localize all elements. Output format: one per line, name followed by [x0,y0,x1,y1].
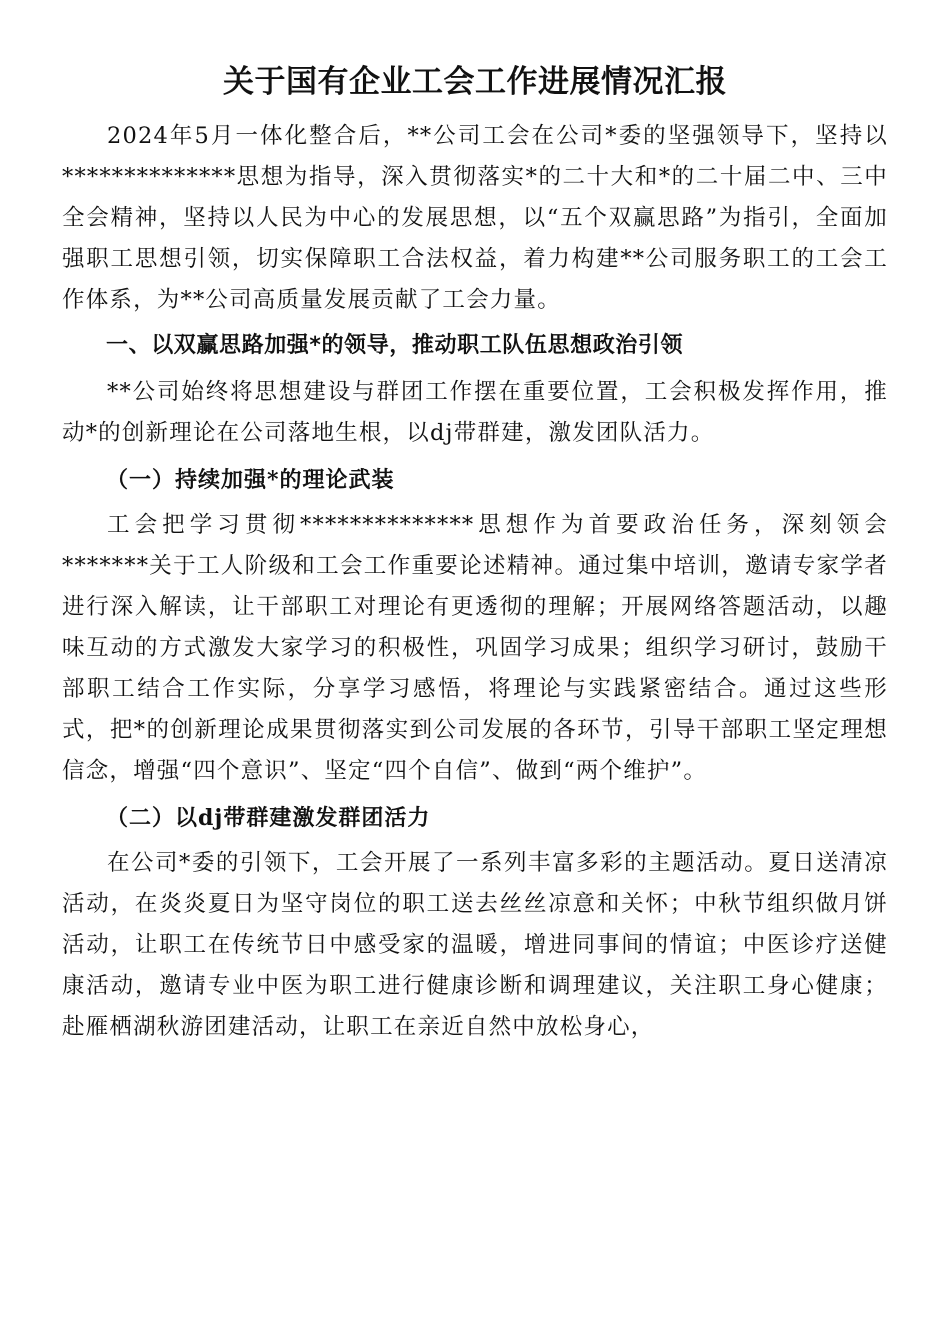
section-1-heading: 一、以双赢思路加强*的领导，推动职工队伍思想政治引领 [106,333,684,358]
intro-paragraph: 2024年5月一体化整合后，**公司工会在公司*委的坚强领导下，坚持以**************思想为指导，深入贯彻落实*的二十大和*的二十届二中、三中全会精神，坚持以人民为中心的发展思想，以“五个双赢思路”为指引，全面加强职工思想引领，切实保障职工合法权益，着力构建**公司服务职工的工会工作体系，为**公司高质量发展贡献了工会力量。 [62,123,888,313]
subsection-1-heading: （一）持续加强*的理论武装 [106,467,395,493]
subsection-2-heading: （二）以dj带群建激发群团活力 [106,805,431,831]
document-title: 关于国有企业工会工作进展情况汇报 [223,64,727,100]
subsection-2-paragraph: 在公司*委的引领下，工会开展了一系列丰富多彩的主题活动。夏日送清凉活动，在炎炎夏日为坚守岗位的职工送去丝丝凉意和关怀；中秋节组织做月饼活动，让职工在传统节日中感受家的温暖，增进同事间的情谊；中医诊疗送健康活动，邀请专业中医为职工进行健康诊断和调理建议，关注职工身心健康；赴雁栖湖秋游团建活动，让职工在亲近自然中放松身心， [62,850,888,1040]
section-1-paragraph: **公司始终将思想建设与群团工作摆在重要位置，工会积极发挥作用，推动*的创新理论在公司落地生根，以dj带群建，激发团队活力。 [62,379,888,446]
subsection-1-paragraph: 工会把学习贯彻**************思想作为首要政治任务，深刻领会*******关于工人阶级和工会工作重要论述精神。通过集中培训，邀请专家学者进行深入解读，让干部职工对理论有更透彻的理解；开展网络答题活动，以趣味互动的方式激发大家学习的积极性，巩固学习成果；组织学习研讨，鼓励干部职工结合工作实际，分享学习感悟，将理论与实践紧密结合。通过这些形式，把*的创新理论成果贯彻落实到公司发展的各环节，引导干部职工坚定理想信念，增强“四个意识”、坚定“四个自信”、做到“两个维护”。 [62,512,888,784]
